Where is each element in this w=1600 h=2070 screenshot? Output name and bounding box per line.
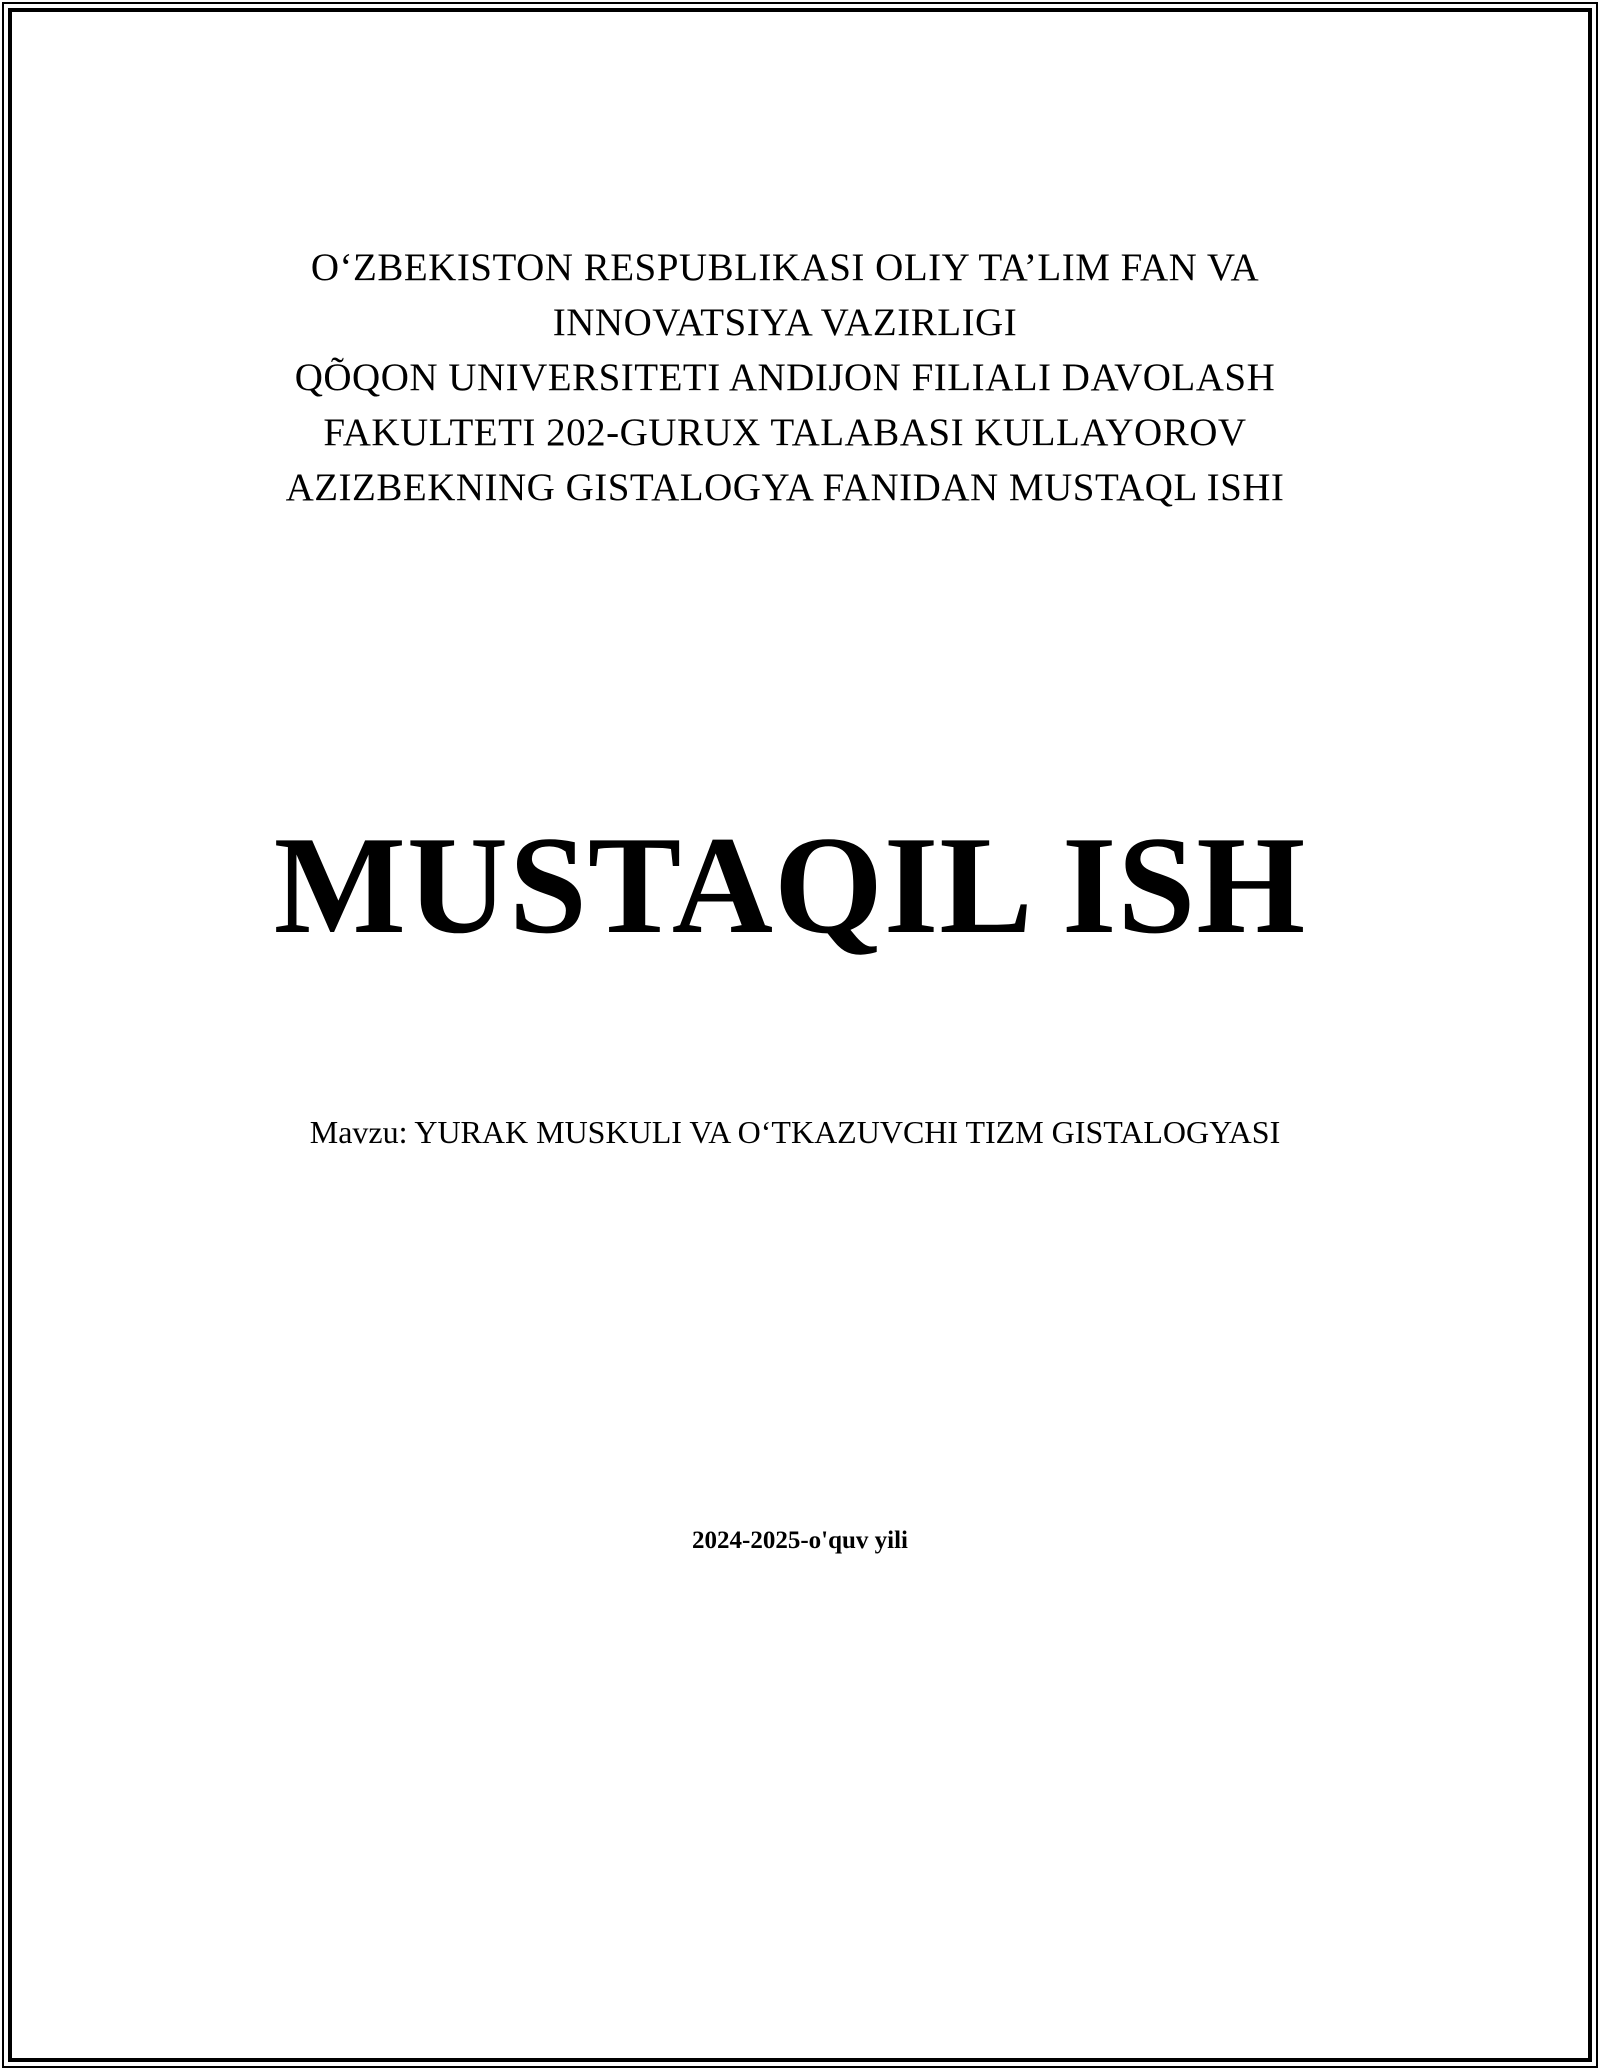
- header-line-5: AZIZBEKNING GISTALOGYA FANIDAN MUSTAQL ISHI: [285, 466, 1285, 509]
- header-line-2: INNOVATSIYA VAZIRLIGI: [552, 301, 1018, 344]
- academic-year: 2024-2025-o'quv yili: [692, 1527, 908, 1554]
- topic-line: Mavzu: YURAK MUSKULI VA O‘TKAZUVCHI TIZM GISTALOGYASI: [309, 1114, 1281, 1150]
- header-line-1: O‘ZBEKISTON RESPUBLIKASI OLIY TA’LIM FAN VA: [310, 246, 1260, 289]
- header-block: [100, 240, 1470, 515]
- header-line-3: QÕQON UNIVERSITETI ANDIJON FILIALI DAVOLASH: [294, 356, 1276, 399]
- document-title: MUSTAQIL ISH: [273, 808, 1307, 963]
- header-line-4: FAKULTETI 202-GURUX TALABASI KULLAYOROV: [323, 411, 1247, 454]
